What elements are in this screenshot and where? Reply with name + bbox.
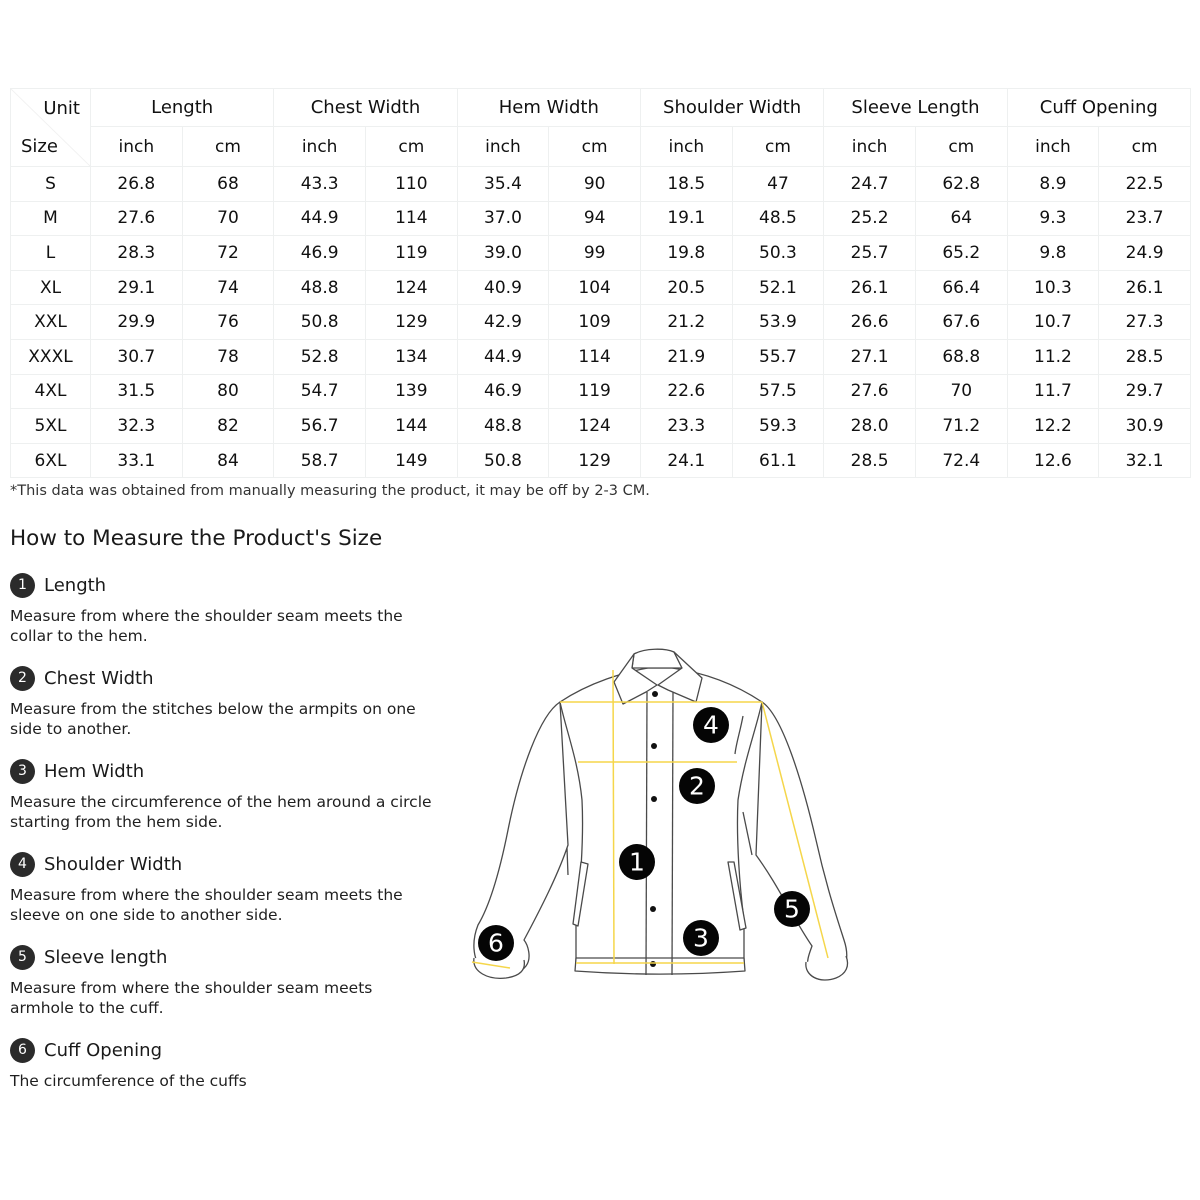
value-cell: 35.4 bbox=[457, 167, 549, 202]
button bbox=[651, 743, 657, 749]
value-cell: 12.2 bbox=[1007, 409, 1099, 444]
hem-band bbox=[575, 958, 745, 974]
value-cell: 70 bbox=[915, 374, 1007, 409]
value-cell: 28.0 bbox=[824, 409, 916, 444]
value-cell: 24.9 bbox=[1099, 236, 1191, 271]
size-chart-table bbox=[10, 88, 1191, 478]
value-cell: 43.3 bbox=[274, 167, 366, 202]
number-badge-icon: 5 bbox=[10, 945, 35, 970]
size-row-xxl bbox=[11, 305, 1191, 340]
value-cell: 27.1 bbox=[824, 339, 916, 374]
value-cell: 119 bbox=[365, 236, 457, 271]
guide-item-header bbox=[10, 757, 450, 785]
unit-cm: cm bbox=[732, 127, 824, 167]
size-row-6xl bbox=[11, 443, 1191, 478]
unit-cm: cm bbox=[915, 127, 1007, 167]
value-cell: 74 bbox=[182, 270, 274, 305]
marker-4 bbox=[693, 707, 729, 743]
value-cell: 18.5 bbox=[640, 167, 732, 202]
value-cell: 78 bbox=[182, 339, 274, 374]
value-cell: 32.3 bbox=[91, 409, 183, 444]
value-cell: 39.0 bbox=[457, 236, 549, 271]
value-cell: 62.8 bbox=[915, 167, 1007, 202]
value-cell: 124 bbox=[549, 409, 641, 444]
value-cell: 114 bbox=[365, 201, 457, 236]
left-side-crease bbox=[567, 848, 568, 875]
guide-item-label: Sleeve length bbox=[44, 946, 168, 968]
value-cell: 50.3 bbox=[732, 236, 824, 271]
value-cell: 124 bbox=[365, 270, 457, 305]
value-cell: 44.9 bbox=[457, 339, 549, 374]
guide-item-label: Chest Width bbox=[44, 667, 154, 689]
value-cell: 99 bbox=[549, 236, 641, 271]
value-cell: 8.9 bbox=[1007, 167, 1099, 202]
value-cell: 56.7 bbox=[274, 409, 366, 444]
header-length: Length bbox=[91, 89, 274, 127]
button bbox=[650, 961, 656, 967]
value-cell: 68 bbox=[182, 167, 274, 202]
value-cell: 26.1 bbox=[1099, 270, 1191, 305]
value-cell: 27.6 bbox=[824, 374, 916, 409]
value-cell: 61.1 bbox=[732, 443, 824, 478]
value-cell: 24.7 bbox=[824, 167, 916, 202]
size-label: Size bbox=[21, 136, 58, 157]
value-cell: 10.3 bbox=[1007, 270, 1099, 305]
size-cell: XXL bbox=[11, 305, 91, 340]
value-cell: 104 bbox=[549, 270, 641, 305]
value-cell: 139 bbox=[365, 374, 457, 409]
unit-label: Unit bbox=[43, 98, 80, 119]
value-cell: 55.7 bbox=[732, 339, 824, 374]
value-cell: 30.9 bbox=[1099, 409, 1191, 444]
svg-text:1: 1 bbox=[629, 847, 645, 877]
size-row-s bbox=[11, 167, 1191, 202]
unit-inch: inch bbox=[274, 127, 366, 167]
unit-header-row bbox=[11, 127, 1191, 167]
jacket-body bbox=[560, 668, 762, 962]
size-row-l bbox=[11, 236, 1191, 271]
value-cell: 114 bbox=[549, 339, 641, 374]
value-cell: 22.6 bbox=[640, 374, 732, 409]
value-cell: 67.6 bbox=[915, 305, 1007, 340]
value-cell: 52.8 bbox=[274, 339, 366, 374]
value-cell: 28.3 bbox=[91, 236, 183, 271]
value-cell: 149 bbox=[365, 443, 457, 478]
value-cell: 50.8 bbox=[457, 443, 549, 478]
value-cell: 48.8 bbox=[457, 409, 549, 444]
svg-text:3: 3 bbox=[693, 923, 709, 953]
size-cell: XL bbox=[11, 270, 91, 305]
button bbox=[650, 906, 656, 912]
value-cell: 68.8 bbox=[915, 339, 1007, 374]
right-sleeve bbox=[756, 702, 847, 980]
value-cell: 46.9 bbox=[457, 374, 549, 409]
button bbox=[651, 796, 657, 802]
guide-item-label: Cuff Opening bbox=[44, 1039, 163, 1061]
value-cell: 70 bbox=[182, 201, 274, 236]
marker-5 bbox=[774, 891, 810, 927]
size-cell: 4XL bbox=[11, 374, 91, 409]
guide-item-description: The circumference of the cuffs bbox=[10, 1072, 247, 1090]
value-cell: 53.9 bbox=[732, 305, 824, 340]
guide-item-sleeve-length bbox=[10, 943, 450, 1018]
value-cell: 9.3 bbox=[1007, 201, 1099, 236]
size-cell: 5XL bbox=[11, 409, 91, 444]
guide-item-shoulder-width bbox=[10, 850, 450, 925]
header-chest-width: Chest Width bbox=[274, 89, 457, 127]
number-badge-icon: 2 bbox=[10, 666, 35, 691]
size-cell: 6XL bbox=[11, 443, 91, 478]
measure-guide-list bbox=[10, 571, 450, 1109]
guide-item-description: Measure from where the shoulder seam meets armhole to the cuff. bbox=[10, 979, 373, 1017]
value-cell: 32.1 bbox=[1099, 443, 1191, 478]
length-measure-line bbox=[613, 670, 614, 964]
size-row-5xl bbox=[11, 409, 1191, 444]
value-cell: 46.9 bbox=[274, 236, 366, 271]
value-cell: 26.1 bbox=[824, 270, 916, 305]
value-cell: 82 bbox=[182, 409, 274, 444]
value-cell: 76 bbox=[182, 305, 274, 340]
guide-item-description: Measure the circumference of the hem around a circle starting from the hem side. bbox=[10, 793, 432, 831]
guide-item-length bbox=[10, 571, 450, 646]
left-cuff bbox=[474, 958, 525, 978]
value-cell: 28.5 bbox=[1099, 339, 1191, 374]
number-badge-icon: 3 bbox=[10, 759, 35, 784]
guide-item-label: Shoulder Width bbox=[44, 853, 183, 875]
value-cell: 26.6 bbox=[824, 305, 916, 340]
value-cell: 58.7 bbox=[274, 443, 366, 478]
value-cell: 52.1 bbox=[732, 270, 824, 305]
jacket-illustration bbox=[460, 640, 860, 990]
marker-6 bbox=[478, 925, 514, 961]
button bbox=[652, 691, 658, 697]
guide-item-cuff-opening bbox=[10, 1036, 450, 1091]
value-cell: 129 bbox=[365, 305, 457, 340]
svg-text:5: 5 bbox=[784, 894, 800, 924]
value-cell: 90 bbox=[549, 167, 641, 202]
number-badge-icon: 6 bbox=[10, 1038, 35, 1063]
value-cell: 94 bbox=[549, 201, 641, 236]
value-cell: 109 bbox=[549, 305, 641, 340]
guide-item-header bbox=[10, 1036, 450, 1064]
value-cell: 80 bbox=[182, 374, 274, 409]
value-cell: 11.7 bbox=[1007, 374, 1099, 409]
guide-item-description: Measure from where the shoulder seam meets the sleeve on one side to another side. bbox=[10, 886, 403, 924]
guide-item-description: Measure from where the shoulder seam meets the collar to the hem. bbox=[10, 607, 403, 645]
guide-item-label: Hem Width bbox=[44, 760, 145, 782]
value-cell: 29.1 bbox=[91, 270, 183, 305]
marker-2 bbox=[679, 768, 715, 804]
value-cell: 33.1 bbox=[91, 443, 183, 478]
value-cell: 50.8 bbox=[274, 305, 366, 340]
size-cell: XXXL bbox=[11, 339, 91, 374]
unit-cm: cm bbox=[549, 127, 641, 167]
value-cell: 134 bbox=[365, 339, 457, 374]
header-hem-width: Hem Width bbox=[457, 89, 640, 127]
value-cell: 24.1 bbox=[640, 443, 732, 478]
svg-text:6: 6 bbox=[488, 928, 504, 958]
value-cell: 30.7 bbox=[91, 339, 183, 374]
size-cell: S bbox=[11, 167, 91, 202]
value-cell: 10.7 bbox=[1007, 305, 1099, 340]
value-cell: 72 bbox=[182, 236, 274, 271]
unit-cm: cm bbox=[365, 127, 457, 167]
header-sleeve-length: Sleeve Length bbox=[824, 89, 1007, 127]
guide-title: How to Measure the Product's Size bbox=[10, 526, 383, 551]
guide-item-header bbox=[10, 571, 450, 599]
guide-item-chest-width bbox=[10, 664, 450, 739]
guide-item-description: Measure from the stitches below the armpits on one side to another. bbox=[10, 700, 416, 738]
value-cell: 37.0 bbox=[457, 201, 549, 236]
value-cell: 28.5 bbox=[824, 443, 916, 478]
value-cell: 65.2 bbox=[915, 236, 1007, 271]
value-cell: 66.4 bbox=[915, 270, 1007, 305]
number-badge-icon: 1 bbox=[10, 573, 35, 598]
value-cell: 42.9 bbox=[457, 305, 549, 340]
value-cell: 26.8 bbox=[91, 167, 183, 202]
value-cell: 12.6 bbox=[1007, 443, 1099, 478]
svg-text:2: 2 bbox=[689, 771, 705, 801]
guide-item-header bbox=[10, 850, 450, 878]
value-cell: 110 bbox=[365, 167, 457, 202]
value-cell: 84 bbox=[182, 443, 274, 478]
value-cell: 19.8 bbox=[640, 236, 732, 271]
measurement-disclaimer: *This data was obtained from manually measuring the product, it may be off by 2-3 CM. bbox=[10, 483, 650, 499]
value-cell: 20.5 bbox=[640, 270, 732, 305]
value-cell: 71.2 bbox=[915, 409, 1007, 444]
right-side-crease bbox=[743, 812, 752, 855]
value-cell: 29.9 bbox=[91, 305, 183, 340]
unit-cm: cm bbox=[1099, 127, 1191, 167]
guide-item-label: Length bbox=[44, 574, 107, 596]
header-cuff-opening: Cuff Opening bbox=[1007, 89, 1190, 127]
value-cell: 19.1 bbox=[640, 201, 732, 236]
size-row-4xl bbox=[11, 374, 1191, 409]
guide-item-header bbox=[10, 664, 450, 692]
unit-inch: inch bbox=[457, 127, 549, 167]
jacket-diagram bbox=[460, 640, 860, 990]
unit-inch: inch bbox=[1007, 127, 1099, 167]
size-cell: L bbox=[11, 236, 91, 271]
value-cell: 144 bbox=[365, 409, 457, 444]
value-cell: 48.5 bbox=[732, 201, 824, 236]
value-cell: 21.2 bbox=[640, 305, 732, 340]
size-cell: M bbox=[11, 201, 91, 236]
size-row-m bbox=[11, 201, 1191, 236]
value-cell: 23.7 bbox=[1099, 201, 1191, 236]
unit-inch: inch bbox=[640, 127, 732, 167]
number-badge-icon: 4 bbox=[10, 852, 35, 877]
value-cell: 47 bbox=[732, 167, 824, 202]
value-cell: 54.7 bbox=[274, 374, 366, 409]
value-cell: 27.3 bbox=[1099, 305, 1191, 340]
value-cell: 40.9 bbox=[457, 270, 549, 305]
measurement-header-row bbox=[11, 89, 1191, 127]
value-cell: 31.5 bbox=[91, 374, 183, 409]
value-cell: 21.9 bbox=[640, 339, 732, 374]
marker-1 bbox=[619, 844, 655, 880]
value-cell: 25.2 bbox=[824, 201, 916, 236]
size-row-xxxl bbox=[11, 339, 1191, 374]
unit-inch: inch bbox=[824, 127, 916, 167]
value-cell: 72.4 bbox=[915, 443, 1007, 478]
value-cell: 11.2 bbox=[1007, 339, 1099, 374]
header-shoulder-width: Shoulder Width bbox=[640, 89, 823, 127]
guide-item-header bbox=[10, 943, 450, 971]
unit-size-corner-cell bbox=[11, 89, 91, 167]
value-cell: 129 bbox=[549, 443, 641, 478]
value-cell: 29.7 bbox=[1099, 374, 1191, 409]
marker-3 bbox=[683, 920, 719, 956]
value-cell: 64 bbox=[915, 201, 1007, 236]
value-cell: 59.3 bbox=[732, 409, 824, 444]
value-cell: 57.5 bbox=[732, 374, 824, 409]
value-cell: 22.5 bbox=[1099, 167, 1191, 202]
value-cell: 23.3 bbox=[640, 409, 732, 444]
value-cell: 119 bbox=[549, 374, 641, 409]
unit-cm: cm bbox=[182, 127, 274, 167]
svg-text:4: 4 bbox=[703, 710, 719, 740]
unit-inch: inch bbox=[91, 127, 183, 167]
value-cell: 48.8 bbox=[274, 270, 366, 305]
value-cell: 27.6 bbox=[91, 201, 183, 236]
value-cell: 44.9 bbox=[274, 201, 366, 236]
value-cell: 9.8 bbox=[1007, 236, 1099, 271]
size-row-xl bbox=[11, 270, 1191, 305]
guide-item-hem-width bbox=[10, 757, 450, 832]
value-cell: 25.7 bbox=[824, 236, 916, 271]
